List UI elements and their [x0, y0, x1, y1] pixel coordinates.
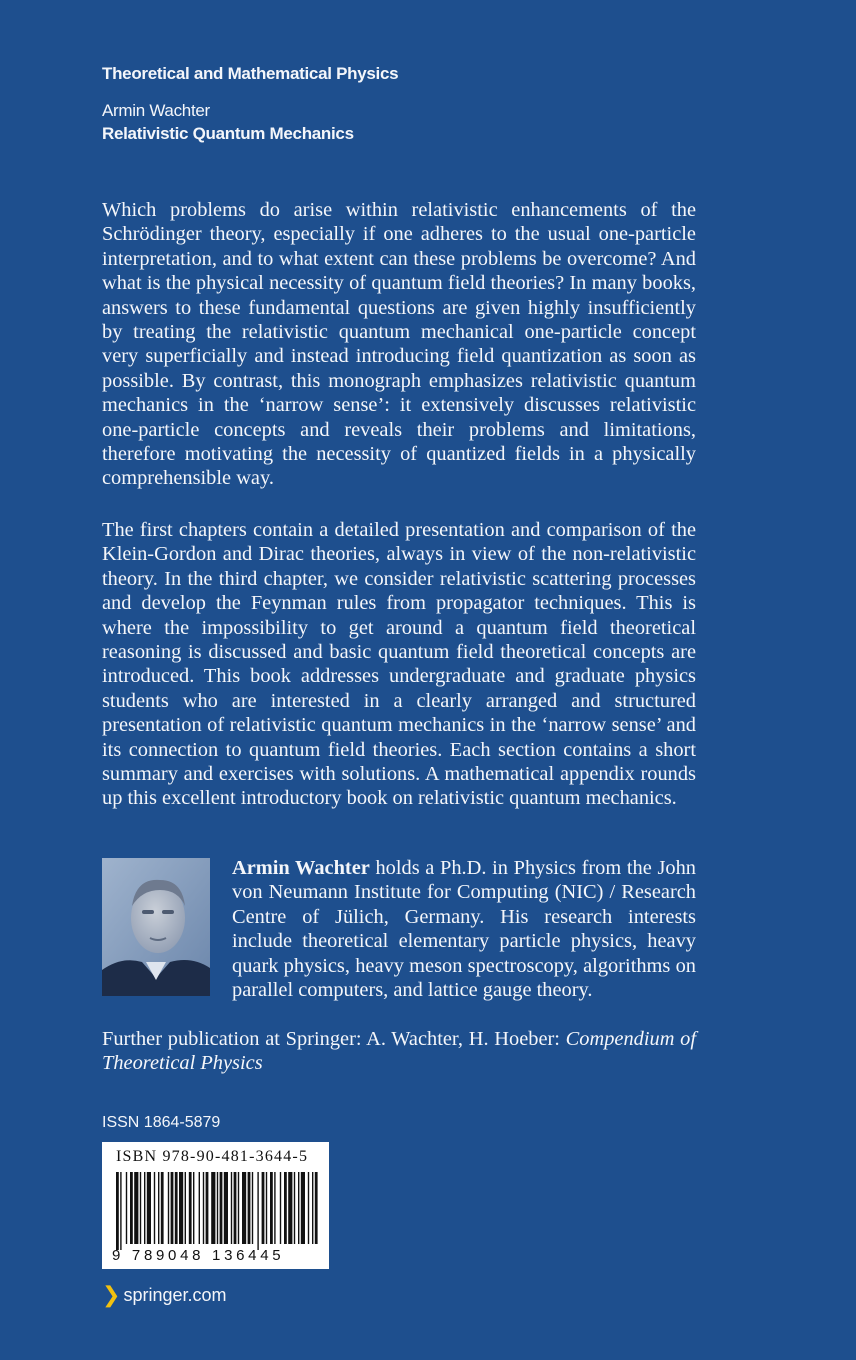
barcode-bar	[262, 1172, 265, 1244]
barcode-bar	[189, 1172, 192, 1244]
barcode-bar	[252, 1172, 253, 1244]
further-publication-title: Compendium of Theoretical Physics	[102, 1028, 696, 1075]
barcode-bar	[193, 1172, 194, 1244]
barcode-bar	[224, 1172, 228, 1244]
barcode-bar	[308, 1172, 309, 1244]
description-paragraph: Which problems do arise within relativistic enhancements of the Schrödinger theory, especially if one adheres to the usual one-particle interpretation, and to what extent can these problems be overcome? And what is the physical necessity of quantum field theories? In many books, answers to these fundamental questions are given highly insufficiently by treating the relativistic quantum mechanical one-particle concept very superficially and instead introducing field quantization as soon as possible. By contrast, this monograph emphasizes relativistic quantum mechanics in the ‘narrow sense’: it extensively discusses relativistic one-particle concepts and reveals their problems and limitations, therefore motivating the necessity of quantized fields in a physically comprehensible way.	[102, 199, 696, 490]
barcode-bar	[217, 1172, 218, 1244]
barcode-bar	[168, 1172, 169, 1244]
barcode-bar	[134, 1172, 138, 1244]
barcode-bar	[203, 1172, 204, 1244]
barcode-bar	[116, 1172, 119, 1250]
springer-link-label: springer.com	[123, 1284, 227, 1305]
barcode-bar	[294, 1172, 295, 1244]
barcode-digits: 9 789048 136445	[112, 1247, 285, 1264]
series-title: Theoretical and Mathematical Physics	[102, 64, 399, 83]
barcode-bar	[312, 1172, 313, 1244]
barcode-bar	[140, 1172, 141, 1244]
barcode-bar	[280, 1172, 281, 1244]
chevron-right-icon: ❯	[102, 1282, 121, 1307]
barcode-bar	[284, 1172, 287, 1244]
author-photo	[102, 858, 210, 996]
barcode-bar	[154, 1172, 155, 1244]
author-name: Armin Wachter	[102, 101, 210, 120]
barcode-bar	[242, 1172, 246, 1244]
barcode-bar	[220, 1172, 223, 1244]
barcode-bar	[158, 1172, 159, 1244]
barcode-bar	[171, 1172, 174, 1244]
barcode-bar	[206, 1172, 209, 1244]
barcode-bar	[248, 1172, 251, 1244]
barcode-bar	[120, 1172, 121, 1250]
barcode-bar	[301, 1172, 305, 1244]
barcode-bar	[238, 1172, 239, 1244]
barcode-bar	[211, 1172, 215, 1244]
springer-link[interactable]	[102, 1284, 226, 1306]
barcode-bar	[144, 1172, 145, 1244]
barcode-bar	[179, 1172, 183, 1244]
barcode-bar	[270, 1172, 273, 1244]
barcode-bar	[126, 1172, 127, 1244]
barcode-bar	[147, 1172, 151, 1244]
barcode-bar	[315, 1172, 318, 1244]
barcode-bar	[175, 1172, 178, 1244]
author-bio-text: holds a Ph.D. in Physics from the John von Neumann Institute for Computing (NIC) / Research Centre of Jülich, Germany. His research interests include theoretical elementary particle physics, heavy quark physics, heavy meson spectroscopy, algorithms on parallel computers, and lattice gauge theory.	[232, 857, 696, 1002]
author-portrait-image	[102, 858, 210, 996]
barcode-bar	[199, 1172, 200, 1244]
barcode-bar	[298, 1172, 299, 1244]
barcode-bar	[231, 1172, 232, 1244]
issn-number: ISSN 1864-5879	[102, 1114, 221, 1131]
barcode-bar	[274, 1172, 275, 1244]
barcode-bar	[257, 1172, 258, 1250]
further-publication	[102, 1027, 696, 1076]
barcode-bar	[234, 1172, 237, 1244]
further-publication-prefix: Further publication at Springer: A. Wachter, H. Hoeber:	[102, 1028, 566, 1050]
isbn-label: ISBN 978-90-481-3644-5	[116, 1148, 309, 1165]
barcode-bar	[266, 1172, 267, 1244]
barcode-bar	[185, 1172, 186, 1244]
barcode-bar	[161, 1172, 164, 1244]
barcode	[102, 1142, 329, 1269]
barcode-bar	[288, 1172, 292, 1244]
book-title: Relativistic Quantum Mechanics	[102, 124, 354, 143]
author-bio	[232, 856, 696, 1002]
description-paragraph: The first chapters contain a detailed presentation and comparison of the Klein-Gordon and Dirac theories, always in view of the non-relativistic theory. In the third chapter, we consider relativistic scattering processes and develop the Feynman rules from propagator techniques. This is where the impossibility to get around a quantum field theoretical reasoning is discussed and basic quantum field theoretical concepts are introduced. This book addresses undergraduate and graduate physics students who are interested in a clearly arranged and structured presentation of relativistic quantum mechanics in the ‘narrow sense’ and its connection to quantum field theories. Each section contains a short summary and exercises with solutions. A mathematical appendix rounds up this excellent introductory book on relativistic quantum mechanics.	[102, 519, 696, 810]
author-bio-name: Armin Wachter	[232, 857, 370, 879]
barcode-bar	[130, 1172, 133, 1244]
